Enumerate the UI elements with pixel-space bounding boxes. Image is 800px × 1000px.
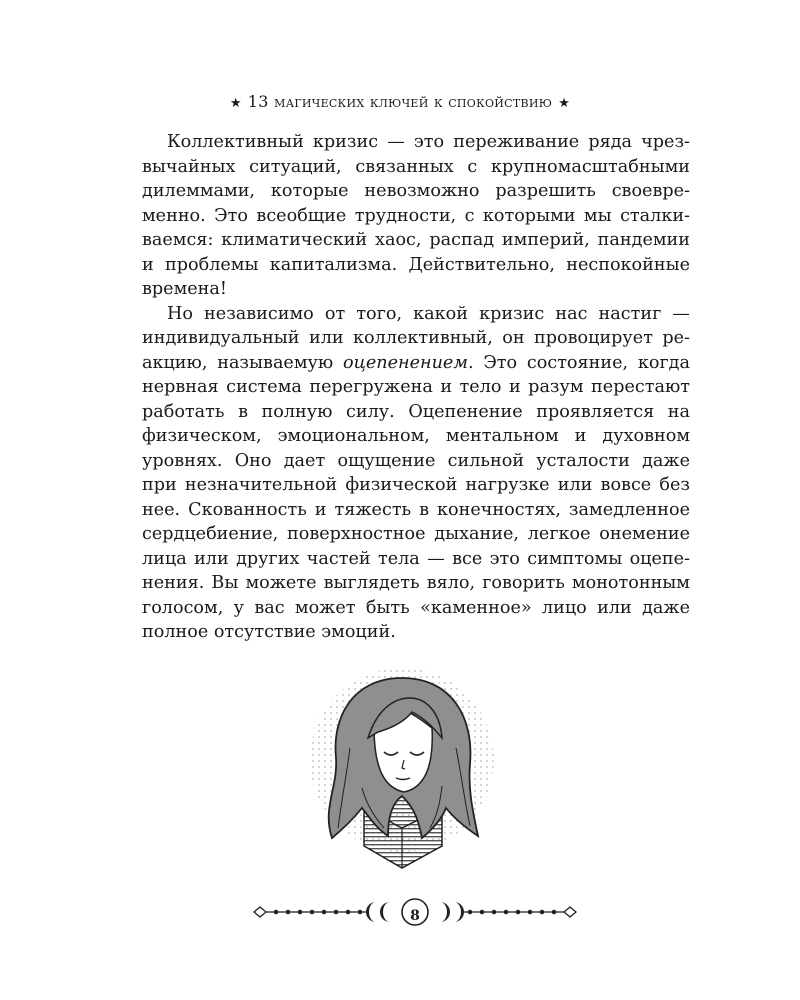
text-line: полное отсутствие эмоций. xyxy=(142,622,396,642)
text-run: . Это состояние, когда xyxy=(467,352,690,373)
diamond-icon xyxy=(254,907,266,917)
text-line: ваемся: климатический хаос, распад империй, пандемии xyxy=(142,230,690,250)
star-icon: ★ xyxy=(229,96,242,111)
text-run: акцию, называемую xyxy=(142,352,343,373)
diamond-icon xyxy=(564,907,576,917)
text-line: работать в полную силу. Оцепенение проявляется на xyxy=(142,401,690,422)
body-text xyxy=(142,130,690,645)
text-line: и проблемы капитализма. Действительно, неспокойные xyxy=(142,254,690,275)
text-line: голосом, у вас может быть «каменное» лицо или даже xyxy=(142,597,690,618)
text-line: уровнях. Оно дает ощущение сильной усталости даже xyxy=(142,450,690,471)
text-line: вычайных ситуаций, связанных с крупномасштабными xyxy=(142,156,690,177)
emphasized-term: оцепенением xyxy=(342,352,468,373)
text-line: менно. Это всеобщие трудности, с которыми мы сталки- xyxy=(142,205,690,226)
text-line xyxy=(142,351,690,376)
crescent-moon-icon xyxy=(440,902,450,922)
header-title: 13 магических ключей к спокойствию xyxy=(247,92,553,111)
text-line: при незначительной физической нагрузке или вовсе без xyxy=(142,475,690,495)
text-line: времена! xyxy=(142,279,227,299)
text-line: физическом, эмоциональном, ментальном и духовном xyxy=(142,426,690,446)
text-line: нения. Вы можете выглядеть вяло, говорить монотонным xyxy=(142,573,690,593)
text-line: Коллективный кризис — это переживание ряда чрез- xyxy=(167,132,690,152)
text-line: лица или других частей тела — все это симптомы оцепе- xyxy=(142,548,690,569)
crescent-moon-icon xyxy=(366,902,376,922)
crescent-moon-icon xyxy=(380,902,390,922)
text-line: Но независимо от того, какой кризис нас настиг — xyxy=(167,303,690,324)
page-number: 8 xyxy=(410,908,420,924)
running-header xyxy=(0,92,800,111)
star-icon: ★ xyxy=(558,96,571,111)
woman-portrait-illustration xyxy=(292,668,512,878)
paragraph-2 xyxy=(142,302,690,645)
text-line: дилеммами, которые невозможно разрешить своевре- xyxy=(142,181,690,201)
text-line: нее. Скованность и тяжесть в конечностях, замедленное xyxy=(142,499,690,520)
text-line: индивидуальный или коллективный, он провоцирует ре- xyxy=(142,328,690,348)
text-line: нервная система перегружена и тело и разум перестают xyxy=(142,377,690,397)
paragraph-1 xyxy=(142,130,690,302)
text-line: сердцебиение, поверхностное дыхание, легкое онемение xyxy=(142,524,690,544)
